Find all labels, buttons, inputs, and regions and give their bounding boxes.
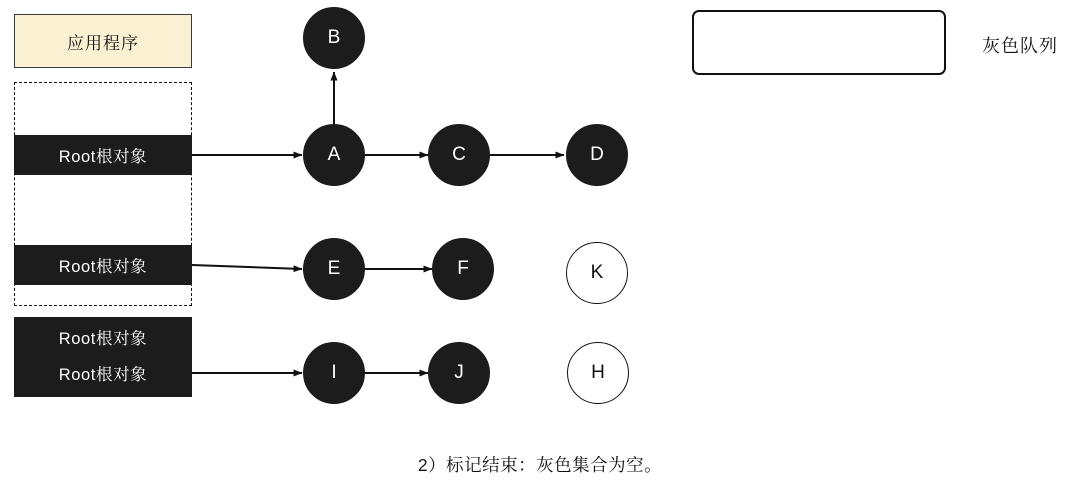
node-b (303, 7, 365, 69)
gray-queue-label: 灰色队列 (982, 36, 1058, 56)
application-box-label: 应用程序 (67, 33, 139, 53)
node-c (428, 124, 490, 186)
node-label: E (327, 258, 341, 279)
root-object-label: Root根对象 (58, 366, 148, 384)
node-label: B (327, 27, 341, 48)
root-object-label: Root根对象 (58, 330, 148, 348)
node-e (303, 238, 365, 300)
node-label: A (327, 144, 341, 165)
root-object-bar-group (14, 317, 192, 397)
node-a (303, 124, 365, 186)
node-d (566, 124, 628, 186)
node-label: H (591, 362, 605, 383)
application-box (14, 14, 192, 68)
node-j (428, 342, 490, 404)
node-label: F (457, 258, 469, 279)
figure-caption: 2）标记结束：灰色集合为空。 (417, 455, 663, 475)
node-label: D (590, 144, 604, 165)
node-label: I (331, 362, 337, 383)
edge-root2-e (192, 265, 302, 269)
node-label: C (452, 144, 466, 165)
node-label: K (590, 262, 604, 283)
node-h (567, 342, 629, 404)
node-label: J (454, 362, 464, 383)
root-object-label: Root根对象 (58, 258, 148, 276)
node-k (566, 242, 628, 304)
gray-queue-box (692, 10, 946, 75)
node-f (432, 238, 494, 300)
root-object-bar-2 (14, 245, 192, 285)
node-i (303, 342, 365, 404)
root-object-bar-1 (14, 135, 192, 175)
root-object-label: Root根对象 (58, 148, 148, 166)
